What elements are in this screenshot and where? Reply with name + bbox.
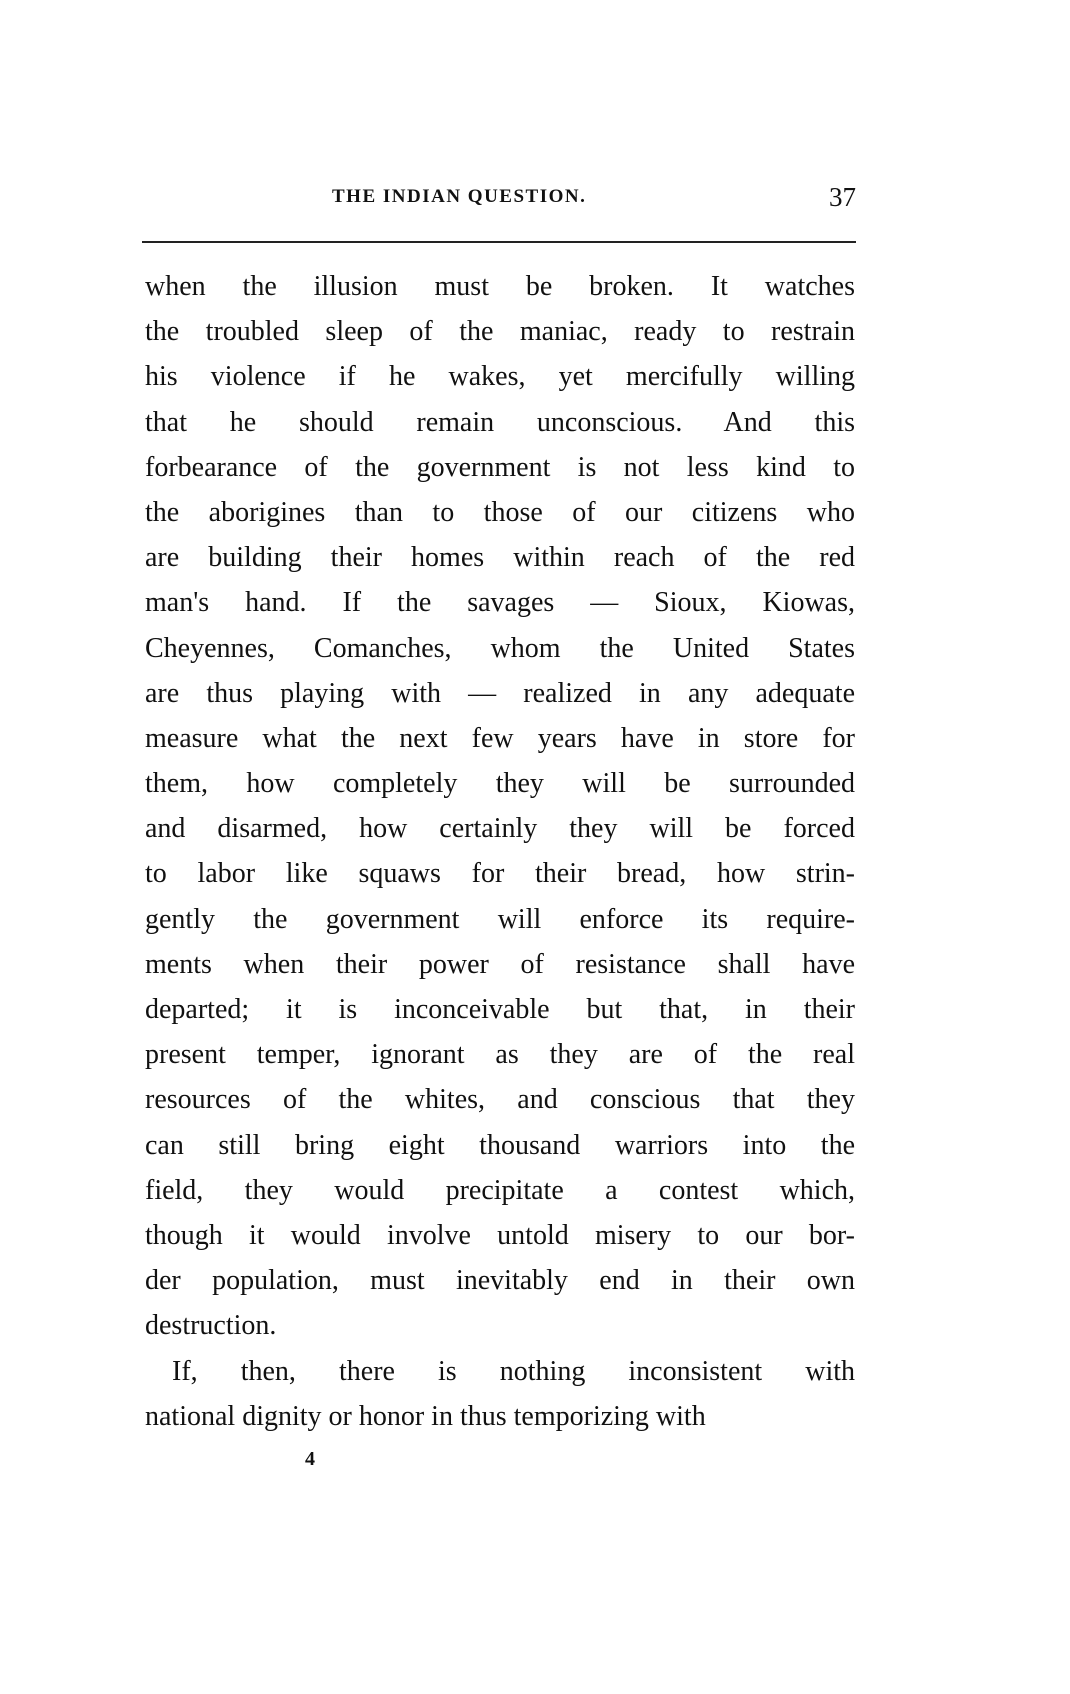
text-line: resources of the whites, and conscious that they xyxy=(145,1084,855,1116)
text-line: to labor like squaws for their bread, how strin- xyxy=(145,858,855,890)
text-line: his violence if he wakes, yet mercifully willing xyxy=(145,361,855,393)
text-line: If, then, there is nothing inconsistent with xyxy=(172,1355,855,1387)
text-line: that he should remain unconscious. And this xyxy=(145,406,855,438)
text-line: present temper, ignorant as they are of the real xyxy=(145,1039,855,1071)
text-line: are building their homes within reach of the red xyxy=(145,542,855,574)
text-line: though it would involve untold misery to our bor- xyxy=(145,1219,855,1251)
running-title: THE INDIAN QUESTION. xyxy=(332,186,587,207)
text-line: when the illusion must be broken. It watches xyxy=(145,271,855,302)
text-line: and disarmed, how certainly they will be forced xyxy=(145,813,855,845)
text-line: are thus playing with — realized in any adequate xyxy=(145,677,855,709)
running-header xyxy=(142,182,856,218)
header-rule xyxy=(142,241,856,243)
text-line: Cheyennes, Comanches, whom the United States xyxy=(145,632,855,664)
page-number: 37 xyxy=(829,182,856,212)
text-line: man's hand. If the savages — Sioux, Kiowas, xyxy=(145,587,855,619)
text-line: ments when their power of resistance shall have xyxy=(145,948,855,980)
text-line: measure what the next few years have in store for xyxy=(145,722,855,754)
text-line: gently the government will enforce its require- xyxy=(145,903,855,935)
text-line: der population, must inevitably end in their own xyxy=(145,1265,855,1297)
text-line: national dignity or honor in thus temporizing with xyxy=(145,1400,706,1432)
text-line: destruction. xyxy=(145,1310,277,1342)
text-line: departed; it is inconceivable but that, in their xyxy=(145,994,855,1025)
text-line: the aborigines than to those of our citizens who xyxy=(145,496,855,528)
signature-mark: 4 xyxy=(305,1448,315,1470)
text-line: them, how completely they will be surrounded xyxy=(145,768,855,800)
text-line: field, they would precipitate a contest which, xyxy=(145,1174,855,1206)
text-line: can still bring eight thousand warriors into the xyxy=(145,1129,855,1161)
text-line: the troubled sleep of the maniac, ready to restrain xyxy=(145,316,855,348)
body-text xyxy=(145,264,855,1439)
text-line: forbearance of the government is not less kind to xyxy=(145,451,855,483)
